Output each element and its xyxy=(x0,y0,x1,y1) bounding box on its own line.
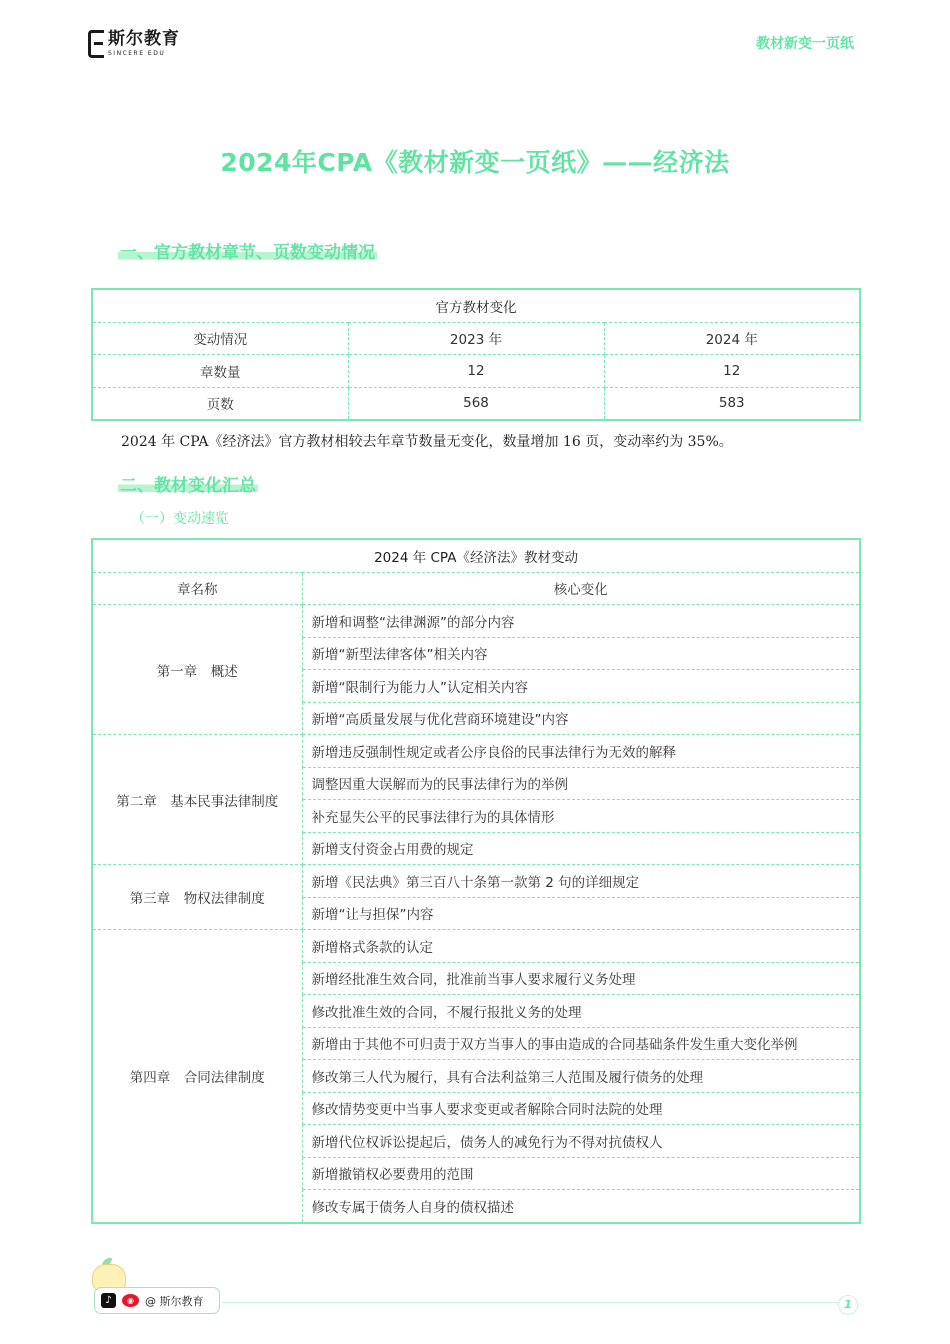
change-item: 修改第三人代为履行，具有合法利益第三人范围及履行债务的处理 xyxy=(302,1060,860,1093)
change-item: 修改专属于债务人自身的债权描述 xyxy=(302,1190,860,1223)
chapter-name: 第一章 概述 xyxy=(92,605,302,735)
change-item: 新增违反强制性规定或者公序良俗的民事法律行为无效的解释 xyxy=(302,735,860,768)
social-badge xyxy=(94,1287,220,1314)
column-header: 核心变化 xyxy=(302,572,860,605)
change-item: 修改批准生效的合同，不履行报批义务的处理 xyxy=(302,995,860,1028)
table-row xyxy=(92,735,860,768)
textbook-change-table xyxy=(91,288,861,421)
change-item: 新增“让与担保”内容 xyxy=(302,897,860,930)
chapter-name: 第三章 物权法律制度 xyxy=(92,865,302,930)
table-row xyxy=(92,355,860,388)
table-cell: 583 xyxy=(604,387,860,420)
column-header: 2024 年 xyxy=(604,322,860,355)
chapter-name: 第四章 合同法律制度 xyxy=(92,930,302,1223)
document-title: 2024年CPA《教材新变一页纸》——经济法 xyxy=(220,148,730,177)
change-item: 新增格式条款的认定 xyxy=(302,930,860,963)
table-header-row xyxy=(92,322,860,355)
change-item: 新增“限制行为能力人”认定相关内容 xyxy=(302,670,860,703)
change-item: 新增《民法典》第三百八十条第一款第 2 句的详细规定 xyxy=(302,865,860,898)
column-header: 变动情况 xyxy=(92,322,348,355)
footer-divider xyxy=(222,1302,842,1303)
table-cell: 12 xyxy=(348,355,604,388)
table-cell: 页数 xyxy=(92,387,348,420)
table-cell: 12 xyxy=(604,355,860,388)
change-item: 新增经批准生效合同，批准前当事人要求履行义务处理 xyxy=(302,962,860,995)
table-cell: 568 xyxy=(348,387,604,420)
brand-logo xyxy=(88,30,180,58)
logo-cn: 斯尔教育 xyxy=(108,29,180,49)
change-item: 新增和调整“法律渊源”的部分内容 xyxy=(302,605,860,638)
change-item: 新增“新型法律客体”相关内容 xyxy=(302,637,860,670)
chapter-change-table xyxy=(91,538,861,1224)
page-number: 1 xyxy=(838,1295,858,1315)
logo-mark xyxy=(88,30,104,58)
logo-en: SINCERE EDU xyxy=(108,50,166,57)
summary-paragraph: 2024 年 CPA《经济法》官方教材相较去年章节数量无变化，数量增加 16 页，变动率约为 35%。 xyxy=(121,434,733,450)
chapter-name: 第二章 基本民事法律制度 xyxy=(92,735,302,865)
table-row xyxy=(92,605,860,638)
table-cell: 章数量 xyxy=(92,355,348,388)
table-caption: 2024 年 CPA《经济法》教材变动 xyxy=(92,539,860,572)
header-tag: 教材新变一页纸 xyxy=(756,36,854,52)
change-item: 新增支付资金占用费的规定 xyxy=(302,832,860,865)
section-1-heading: 一、官方教材章节、页数变动情况 xyxy=(118,238,377,263)
social-handle: @ 斯尔教育 xyxy=(145,1294,204,1308)
weibo-icon: ◉ xyxy=(122,1294,139,1307)
tiktok-icon: ♪ xyxy=(101,1293,116,1308)
change-item: 新增代位权诉讼提起后，债务人的减免行为不得对抗债权人 xyxy=(302,1125,860,1158)
change-item: 补充显失公平的民事法律行为的具体情形 xyxy=(302,800,860,833)
table-row xyxy=(92,387,860,420)
change-item: 调整因重大误解而为的民事法律行为的举例 xyxy=(302,767,860,800)
table-row xyxy=(92,865,860,898)
table-header-row xyxy=(92,572,860,605)
table-caption: 官方教材变化 xyxy=(92,289,860,322)
change-item: 修改情势变更中当事人要求变更或者解除合同时法院的处理 xyxy=(302,1092,860,1125)
column-header: 章名称 xyxy=(92,572,302,605)
change-item: 新增由于其他不可归责于双方当事人的事由造成的合同基础条件发生重大变化举例 xyxy=(302,1027,860,1060)
section-2-heading: 二、教材变化汇总 xyxy=(118,471,258,496)
column-header: 2023 年 xyxy=(348,322,604,355)
subsection-heading: （一）变动速览 xyxy=(131,511,229,527)
change-item: 新增撤销权必要费用的范围 xyxy=(302,1157,860,1190)
table-row xyxy=(92,930,860,963)
change-item: 新增“高质量发展与优化营商环境建设”内容 xyxy=(302,702,860,735)
